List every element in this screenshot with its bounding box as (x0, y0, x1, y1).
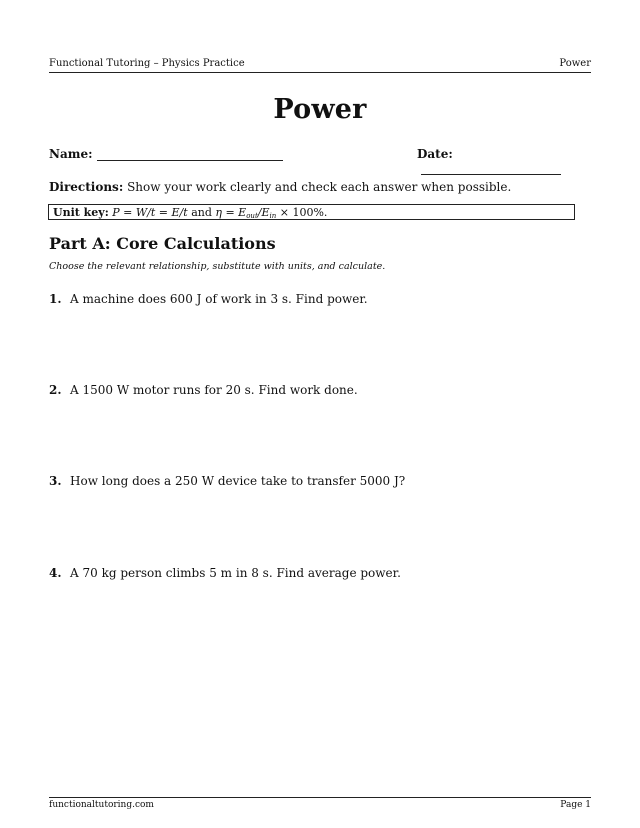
question-text: A machine does 600 J of work in 3 s. Find power. (70, 292, 368, 306)
part-heading: Part A: Core Calculations (49, 234, 276, 253)
question-1 (49, 292, 368, 306)
directions-label: Directions: (49, 180, 124, 194)
directions-text: Show your work clearly and check each answer when possible. (127, 180, 512, 194)
date-field (417, 147, 591, 175)
header-left: Functional Tutoring – Physics Practice (49, 58, 245, 69)
question-text: A 1500 W motor runs for 20 s. Find work done. (70, 383, 358, 397)
name-line[interactable] (97, 148, 283, 161)
slash-part: /E (257, 206, 270, 219)
header-right: Power (559, 58, 591, 69)
eta-part: η = E (215, 206, 247, 219)
question-text: How long does a 250 W device take to transfer 5000 J? (70, 474, 406, 488)
question-number: 4. (49, 566, 62, 580)
part-subtitle: Choose the relevant relationship, substitute with units, and calculate. (49, 261, 386, 272)
question-4 (49, 566, 401, 580)
name-field (49, 147, 283, 161)
question-number: 1. (49, 292, 62, 306)
unit-key-tail: × 100%. (279, 206, 328, 219)
question-text: A 70 kg person climbs 5 m in 8 s. Find average power. (70, 566, 401, 580)
sub-out: out (246, 212, 258, 220)
footer-page-number: Page 1 (560, 800, 591, 810)
sub-in: in (269, 212, 277, 220)
unit-key-and: and (191, 206, 212, 219)
date-line[interactable] (421, 162, 561, 175)
date-label: Date: (417, 147, 453, 161)
name-label: Name: (49, 147, 93, 161)
unit-key-label: Unit key: (53, 206, 109, 219)
footer-rule (49, 797, 591, 798)
question-2 (49, 383, 358, 397)
page-title: Power (273, 94, 367, 125)
running-header (49, 58, 591, 73)
directions (49, 180, 511, 194)
question-3 (49, 474, 405, 488)
question-number: 2. (49, 383, 62, 397)
unit-key-formula-efficiency (215, 206, 276, 219)
question-number: 3. (49, 474, 62, 488)
unit-key-formula-power: P = W/t = E/t (112, 206, 188, 219)
unit-key-box (48, 204, 575, 220)
footer-left: functionaltutoring.com (49, 800, 154, 810)
